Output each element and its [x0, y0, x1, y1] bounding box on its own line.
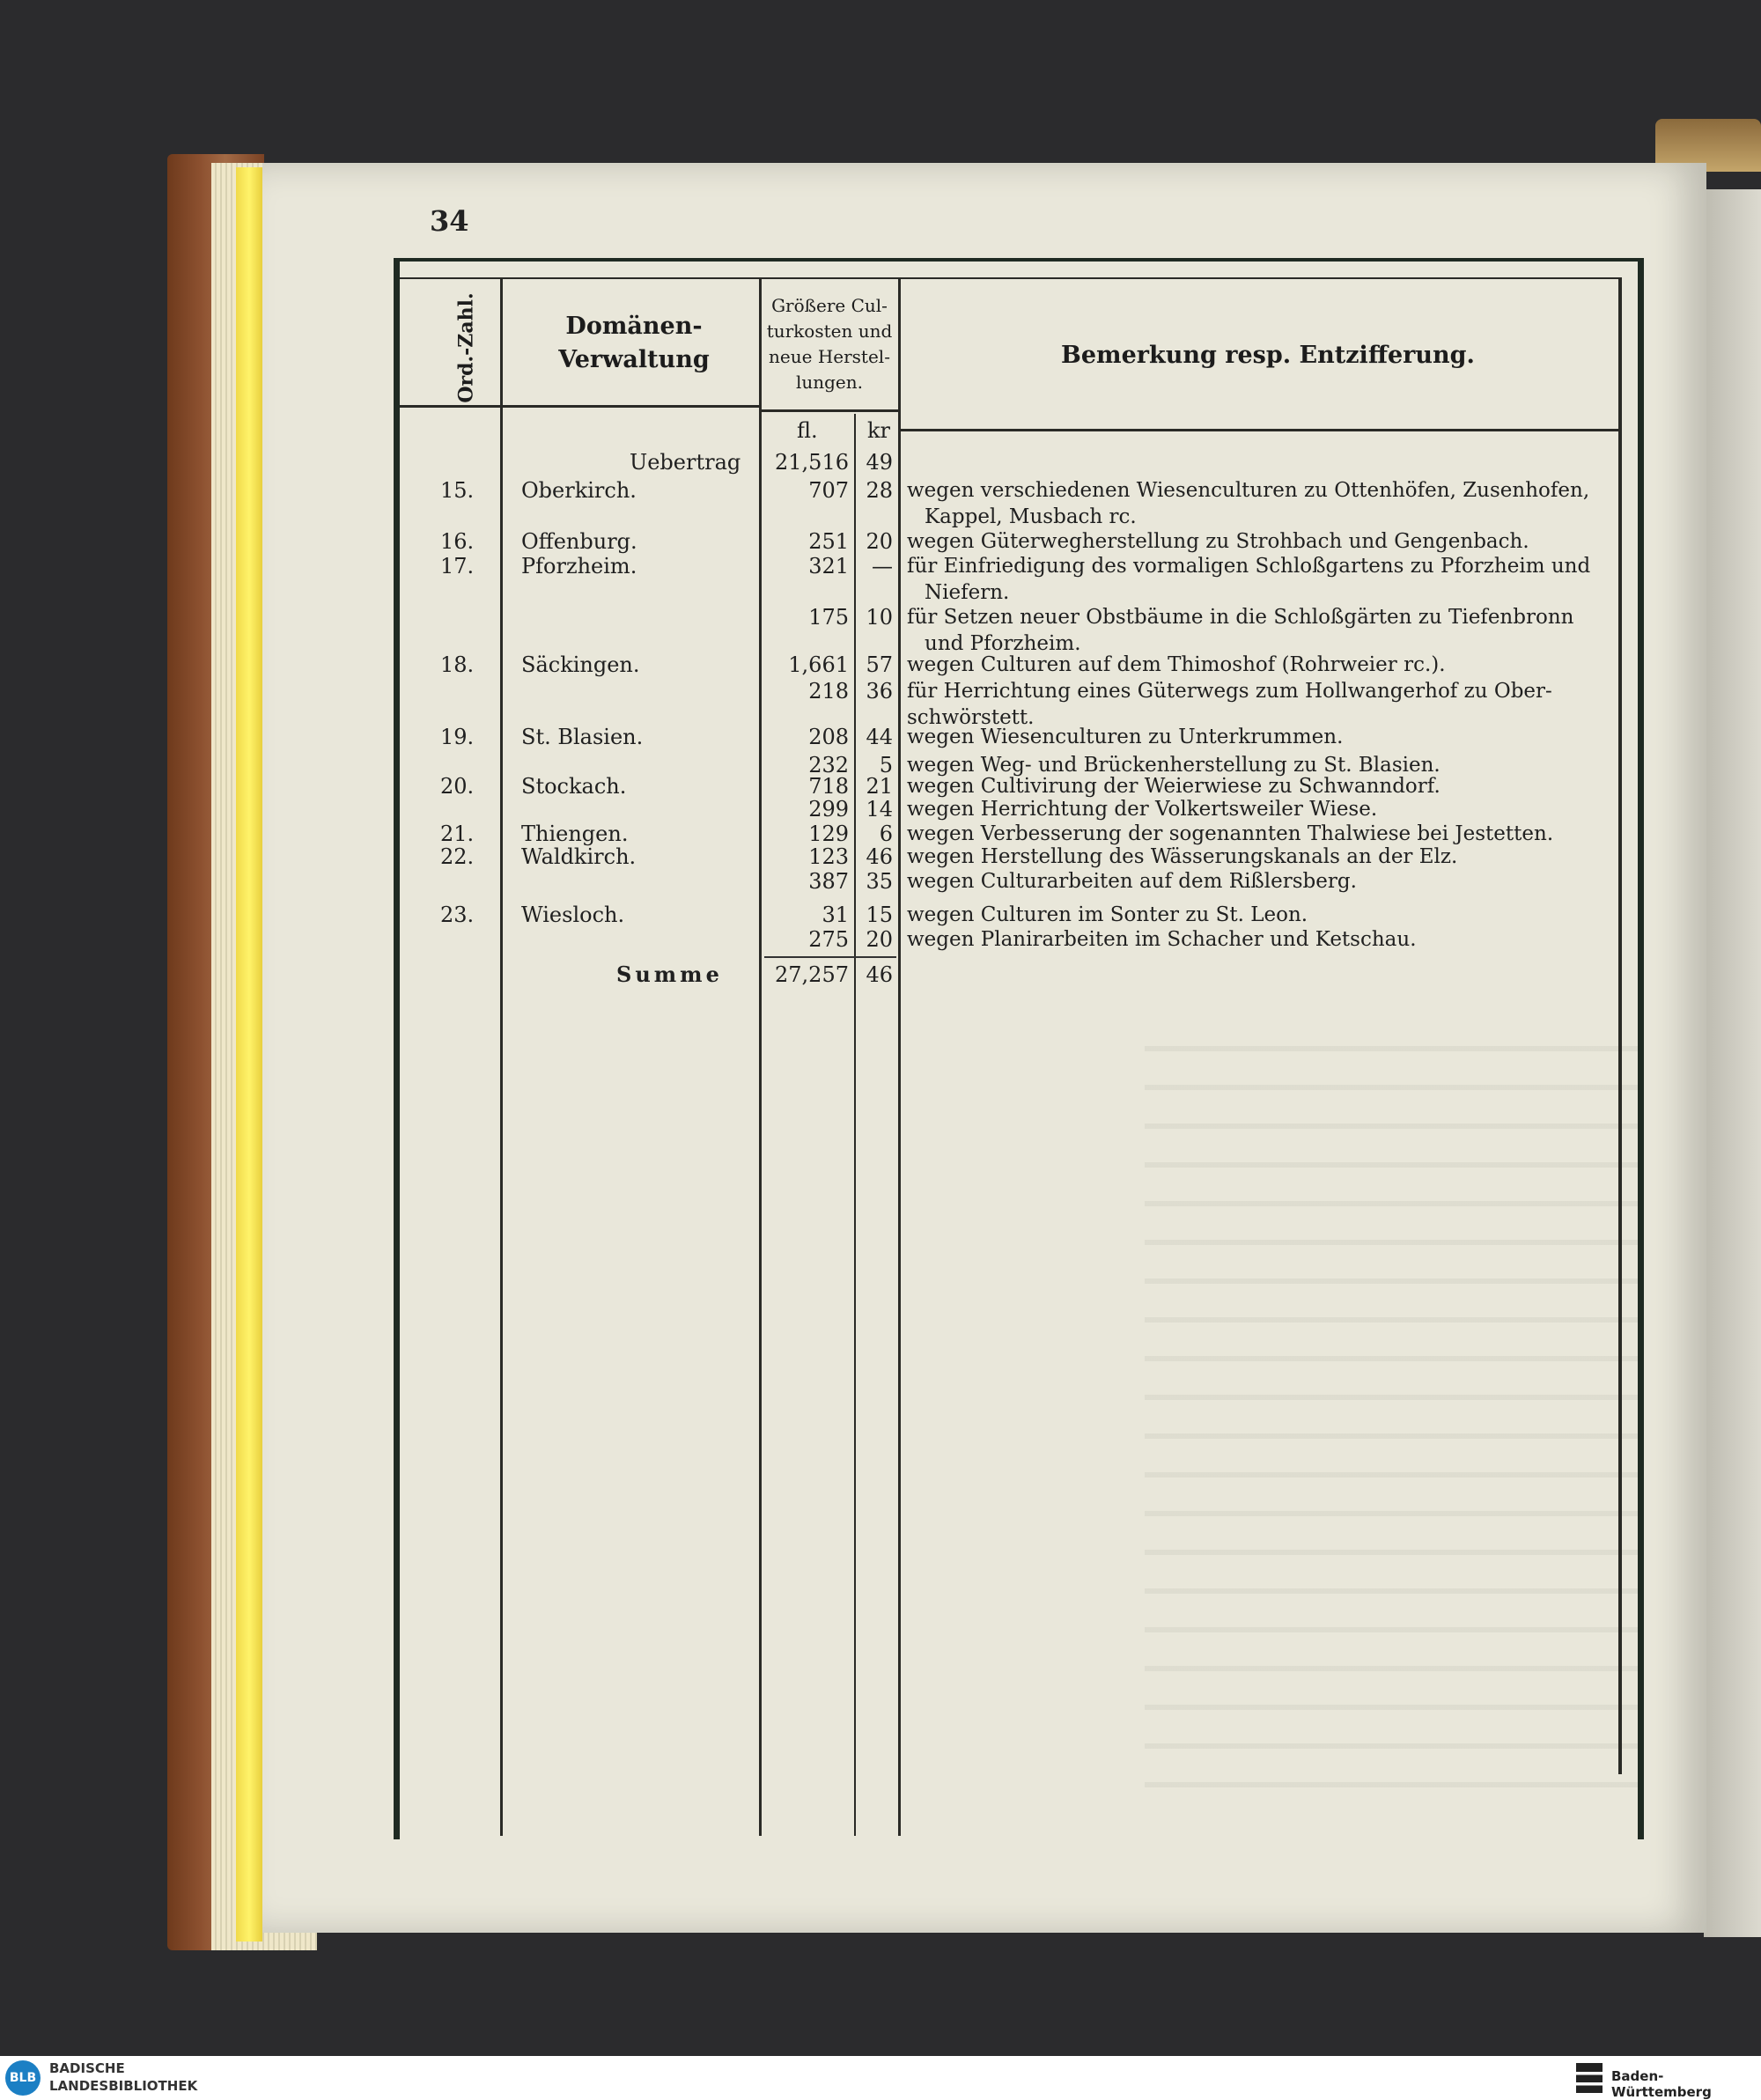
table-row: Kappel, Musbach rc. — [925, 505, 1137, 528]
unit-kr: kr — [867, 418, 891, 443]
table-row: 387 35 wegen Culturarbeiten auf dem Rißlersberg. — [808, 869, 1357, 894]
sum-kr: 46 — [866, 962, 893, 987]
header-rule-ord — [400, 405, 500, 408]
table-row: 23. Wiesloch. 31 15 wegen Culturen im Sonter zu St. Leon. — [440, 903, 1308, 927]
table-row: schwörstett. — [907, 706, 1035, 729]
table-row: 275 20 wegen Planirarbeiten im Schacher und Ketschau. — [808, 927, 1417, 952]
header-rule-bem — [901, 429, 1618, 431]
sum-rule — [764, 956, 896, 958]
table-row: 19. St. Blasien. 208 44 wegen Wiesenculturen zu Unterkrummen. — [440, 725, 1344, 749]
table-row: 20. Stockach. 718 21 wegen Cultivirung der Weierwiese zu Schwanndorf. — [440, 774, 1440, 799]
table-row: 175 10 für Setzen neuer Obstbäume in die Schloßgärten zu Tiefenbronn — [808, 605, 1574, 630]
table-row: 18. Säckingen. 1,661 57 wegen Culturen auf dem Thimoshof (Rohrweier rc.). — [440, 652, 1446, 677]
sum-fl: 27,257 — [775, 962, 849, 987]
table-row: 15. Oberkirch. 707 28 wegen verschiedenen Wiesenculturen zu Ottenhöfen, Zusenhofen, — [440, 478, 1590, 503]
page-edge-yellow — [236, 167, 262, 1942]
table-row: Niefern. — [925, 581, 1010, 604]
header-kosten: Größere Cul- turkosten und neue Herstel- lungen. — [766, 295, 893, 393]
sum-label: Summe — [616, 962, 723, 987]
blb-logo-icon[interactable]: BLB — [5, 2060, 41, 2096]
table-row: 299 14 wegen Herrichtung der Volkertsweiler Wiese. — [808, 797, 1378, 822]
bw-lions-icon — [1576, 2063, 1603, 2093]
unit-fl: fl. — [797, 418, 818, 443]
table-row: 16. Offenburg. 251 20 wegen Güterwegherstellung zu Strohbach und Gengenbach. — [440, 529, 1529, 554]
header-rule-verw — [503, 405, 759, 408]
header-bemerkung: Bemerkung resp. Entzifferung. — [1061, 342, 1475, 369]
header-top-rule — [400, 277, 1618, 279]
library-name: BADISCHE LANDESBIBLIOTHEK — [49, 2060, 198, 2094]
table-row: 232 5 wegen Weg- und Brückenherstellung zu St. Blasien. — [808, 753, 1440, 777]
table-row: 218 36 für Herrichtung eines Güterwegs zum Hollwangerhof zu Ober- — [808, 679, 1552, 704]
table-row: 22. Waldkirch. 123 46 wegen Herstellung des Wässerungskanals an der Elz. — [440, 844, 1458, 869]
table-row: 21. Thiengen. 129 6 wegen Verbesserung der sogenannten Thalwiese bei Jestetten. — [440, 822, 1554, 846]
table-row: und Pforzheim. — [925, 632, 1081, 655]
table-row: 17. Pforzheim. 321 — für Einfriedigung des vormaligen Schloßgartens zu Pforzheim und — [440, 554, 1591, 578]
table-row: Uebertrag 21,516 49 — [630, 450, 893, 475]
header-verwaltung: Domänen- Verwaltung — [558, 313, 710, 373]
state-name[interactable]: Baden-Württemberg — [1611, 2068, 1712, 2100]
sum-row — [0, 962, 1761, 988]
header-ordzahl: Ord.-Zahl. — [455, 292, 479, 403]
page-number: 34 — [430, 204, 469, 238]
header-rule-kosten — [762, 409, 898, 412]
